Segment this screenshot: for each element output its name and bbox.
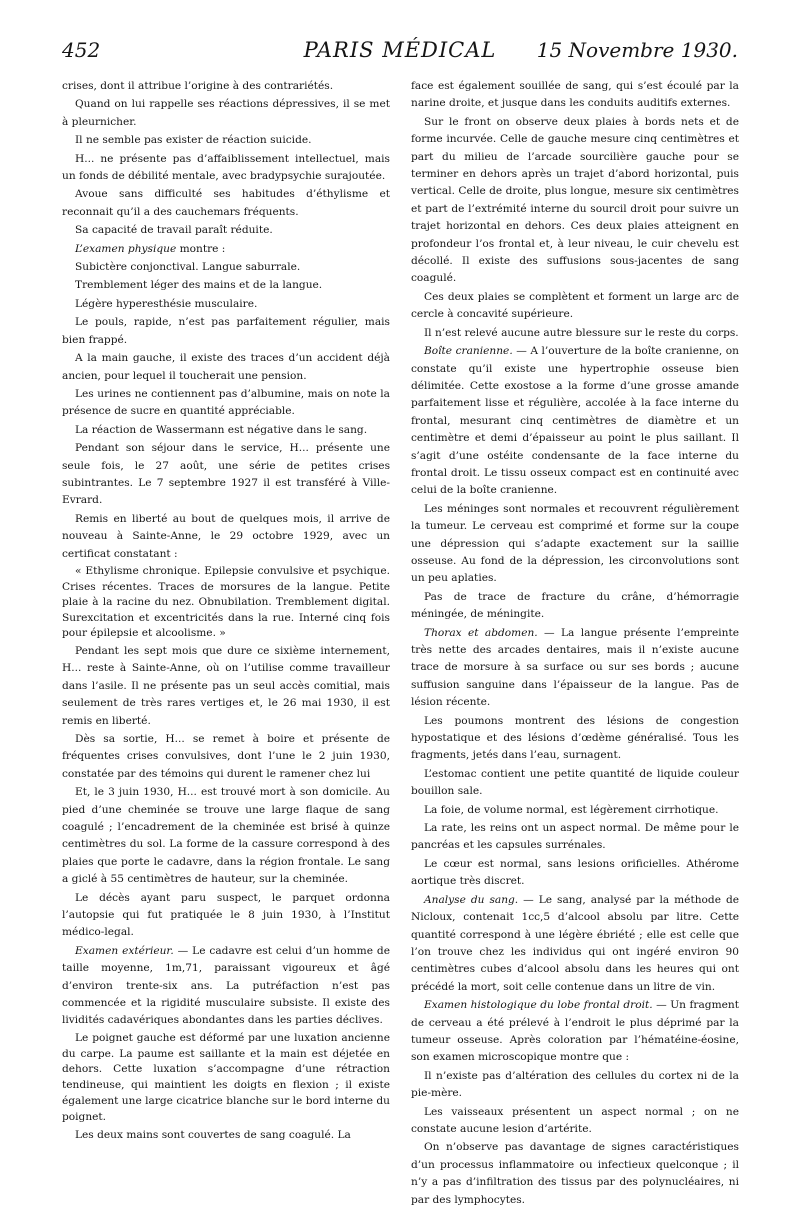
paragraph-text: La foie, de volume normal, est légèrement cirrhotique. [424,803,719,816]
paragraph-text: — Le sang, analysé par la méthode de Nicloux, contenait 1cc,5 d’alcool absolu par litre. Cette quantité correspond à une légère ébriété ; elle est celle que l’on trouve chez les individus qui ont ingéré environ 90 centimètres cubes d’alcool absolu dans les heures qui ont précédé la mort, soit celle contenue dans un litre de vin. [411,893,739,993]
paragraph [62,222,390,239]
paragraph [411,802,739,819]
paragraph-text: crises, dont il attribue l’origine à des contrariétés. [62,80,334,92]
section-lead: Examen histologique du lobe frontal droit. [424,999,653,1012]
journal-title: PARIS MÉDICAL [303,38,497,62]
paragraph-text: Et, le 3 juin 1930, H... est trouvé mort à son domicile. Au pied d’une cheminée se trouve une large flaque de sang coagulé ; l’encadrement de la cheminée est brisé à quinze centimètres du sol. La forme de la cassure correspond à des plaies que porte le cadavre, dans la région frontale. Le sang a giclé à 55 centimètres de hauteur, sur la cheminée. [62,786,390,886]
paragraph [411,589,739,624]
paragraph [411,625,739,712]
paragraph-text: Pendant son séjour dans le service, H... présente une seule fois, le 27 août, une série de petites crises subintrantes. Le 7 septembre 1927 il est transféré à Ville-Evrard. [62,442,390,507]
paragraph-text: H... ne présente pas d’affaiblissement intellectuel, mais un fonds de débilité mentale, avec bradypsychie surajoutée. [62,152,390,183]
paragraph [411,343,739,500]
page-number: 452 [62,38,101,62]
paragraph-text: Les méninges sont normales et recouvrent régulièrement la tumeur. Le cerveau est comprimé et forme sur la coupe une dépression qui s’adapte exactement sur la saillie osseuse. Au fond de la dépression, les circonvolutions sont un peu aplaties. [411,502,739,585]
paragraph [62,422,390,439]
paragraph [62,241,390,258]
paragraph-text: Légère hyperesthésie musculaire. [75,297,258,310]
section-lead: L’examen physique [75,242,177,255]
paragraph-text: Ces deux plaies se complètent et forment un large arc de cercle à concavité supérieure. [411,290,739,321]
paragraph [62,78,390,95]
paragraph [411,1139,739,1209]
paragraph [62,350,390,385]
section-lead: Examen extérieur. [75,944,174,957]
paragraph [411,856,739,891]
paragraph-text: Il n’est relevé aucune autre blessure sur le reste du corps. [424,326,739,339]
paragraph-text: — La langue présente l’empreinte très nette des arcades dentaires, mais il n’existe aucune trace de morsure à sa surface ou sur ses bords ; aucune suffusion sanguine dans l’épaisseur de la langue. Pas de lésion récente. [411,626,739,709]
page-header [62,38,738,72]
section-lead: Thorax et abdomen. [424,626,538,639]
paragraph-text: Le poignet gauche est déformé par une luxation ancienne du carpe. La paume est saillante et la main est déjetée en dehors. Cette luxation s’accompagne d’une rétraction tendineuse, qui maintient les doigts en flexion ; il existe également une large cicatrice blanche sur le bord interne du poignet. [62,1031,390,1123]
paragraph [411,114,739,288]
paragraph-text: face est également souillée de sang, qui s’est écoulé par la narine droite, et jusque dans les conduits auditifs externes. [411,80,739,110]
paragraph-text: — A l’ouverture de la boîte cranienne, on constate qu’il existe une hypertrophie osseuse bien délimitée. Cette exostose a la forme d’une grosse amande parfaitement lisse et régulière, accolée à la face interne du frontal, mesurant cinq centimètres de diamètre et un centimètre et demi d’épaisseur au point le plus saillant. Il s’agit d’une ostéite condensante de la face interne du frontal droit. Le tissu osseux compact est en continuité avec celui de la boîte cranienne. [411,345,739,497]
issue-date: 15 Novembre 1930. [536,38,738,62]
paragraph-text: A la main gauche, il existe des traces d’un accident déjà ancien, pour lequel il toucherait une pension. [62,352,390,382]
paragraph-text: Remis en liberté au bout de quelques mois, il arrive de nouveau à Sainte-Anne, le 29 octobre 1929, avec un certificat constatant : [62,512,390,560]
paragraph-text: On n’observe pas davantage de signes caractéristiques d’un processus inflammatoire ou infectieux quelconque ; il n’y a pas d’infiltration des tissus par des polynucléaires, ni par des lymphocytes. [411,1141,739,1206]
right-column [411,78,739,1210]
paragraph-text: Il n’existe pas d’altération des cellules du cortex ni de la pie-mère. [411,1069,739,1100]
paragraph-text: Pendant les sept mois que dure ce sixième internement, H... reste à Sainte-Anne, où on l’utilise comme travailleur dans l’asile. Il ne présente pas un seul accès comitial, mais seulement de très rares vertiges et, le 26 mai 1930, il est remis en liberté. [62,644,390,727]
paragraph [62,151,390,186]
paragraph [62,731,390,783]
paragraph [62,440,390,510]
paragraph-text: Le décès ayant paru suspect, le parquet ordonna l’autopsie qui fut pratiquée le 8 juin 1930, à l’Institut médico-legal. [62,891,390,939]
paragraph [62,1127,390,1144]
paragraph [62,890,390,942]
paragraph-text: « Ethylisme chronique. Epilepsie convulsive et psychique. Crises récentes. Traces de morsures de la langue. Petite plaie à la racine du nez. Obnubilation. Tremblement digital. Surexcitation et excentricités dans la rue. Interné cinq fois pour épilepsie et alcoolisme. » [62,564,390,640]
paragraph-text: Sur le front on observe deux plaies à bords nets et de forme incurvée. Celle de gauche mesure cinq centimètres et part du milieu de l’arcade sourcilière gauche pour se terminer en dehors après un trajet d’abord horizontal, puis vertical. Celle de droite, plus longue, mesure six centimètres et part de l’extrémité interne du sourcil droit pour suivre un trajet horizontal en dehors. Ces deux plaies atteignent en profondeur l’os frontal et, à leur niveau, le cuir chevelu est décollé. Il existe des suffusions sous-jacentes de sang coagulé. [411,115,739,285]
paragraph [62,784,390,888]
paragraph [62,564,390,642]
paragraph [411,1068,739,1103]
paragraph [411,501,739,588]
paragraph-text: La rate, les reins ont un aspect normal. De même pour le pancréas et les capsules surrénales. [411,822,739,852]
paragraph-text: Les vaisseaux présentent un aspect normal ; on ne constate aucune lesion d’artérite. [411,1105,739,1135]
paragraph [411,289,739,324]
paragraph [62,96,390,131]
paragraph-text: montre : [176,242,226,255]
paragraph [411,766,739,801]
paragraph [62,643,390,730]
paragraph-text: Avoue sans difficulté ses habitudes d’éthylisme et reconnait qu’il a des cauchemars fréquents. [62,188,390,218]
paragraph-text: Tremblement léger des mains et de la langue. [75,279,323,292]
paragraph [411,713,739,765]
paragraph-text: Le pouls, rapide, n’est pas parfaitement régulier, mais bien frappé. [62,316,390,346]
paragraph [62,296,390,313]
paragraph-text: Quand on lui rappelle ses réactions dépressives, il se met à pleurnicher. [62,98,390,128]
paragraph [62,386,390,421]
paragraph [62,277,390,294]
paragraph [411,892,739,996]
paragraph [62,132,390,149]
paragraph-text: L’estomac contient une petite quantité de liquide couleur bouillon sale. [411,767,739,798]
paragraph [62,314,390,349]
paragraph [62,511,390,563]
section-lead: Analyse du sang. [424,893,519,906]
left-column [62,78,390,1145]
paragraph [62,259,390,276]
paragraph-text: Il ne semble pas exister de réaction suicide. [75,134,312,147]
section-lead: Boîte cranienne. [424,345,513,358]
paragraph-text: Les poumons montrent des lésions de congestion hypostatique et des lésions d’œdème généralisé. Tous les fragments, jetés dans l’eau, surnagent. [411,714,739,762]
paragraph [411,820,739,855]
paragraph-text: Les urines ne contiennent pas d’albumine, mais on note la présence de sucre en quantité appréciable. [62,387,390,418]
paragraph [411,997,739,1067]
paragraph [411,1104,739,1139]
paragraph [411,78,739,113]
paragraph [62,1031,390,1126]
paragraph-text: Pas de trace de fracture du crâne, d’hémorragie méningée, de méningite. [411,590,739,621]
paragraph-text: Le cœur est normal, sans lesions orificielles. Athérome aortique très discret. [411,857,739,888]
paragraph-text: La réaction de Wassermann est négative dans le sang. [75,423,368,436]
paragraph-text: Sa capacité de travail paraît réduite. [75,224,273,237]
paragraph-text: — Le cadavre est celui d’un homme de taille moyenne, 1m,71, paraissant vigoureux et âgé d’environ trente-six ans. La putréfaction n’est pas commencée et la rigidité musculaire subsiste. Il existe des lividités cadavériques abondantes dans les parties déclives. [62,944,390,1027]
paragraph-text: Dès sa sortie, H... se remet à boire et présente de fréquentes crises convulsives, dont l’une le 2 juin 1930, constatée par des témoins qui durent le ramener chez lui [62,732,390,780]
paragraph [62,943,390,1030]
paragraph [411,325,739,342]
paragraph-text: Subictère conjonctival. Langue saburrale. [75,261,301,274]
paragraph-text: — Un fragment de cerveau a été prélevé à l’endroit le plus déprimé par la tumeur osseuse. Après coloration par l’hématéine-éosine, son examen microscopique montre que : [411,999,739,1064]
paragraph [62,186,390,221]
paragraph-text: Les deux mains sont couvertes de sang coagulé. La [75,1128,351,1141]
